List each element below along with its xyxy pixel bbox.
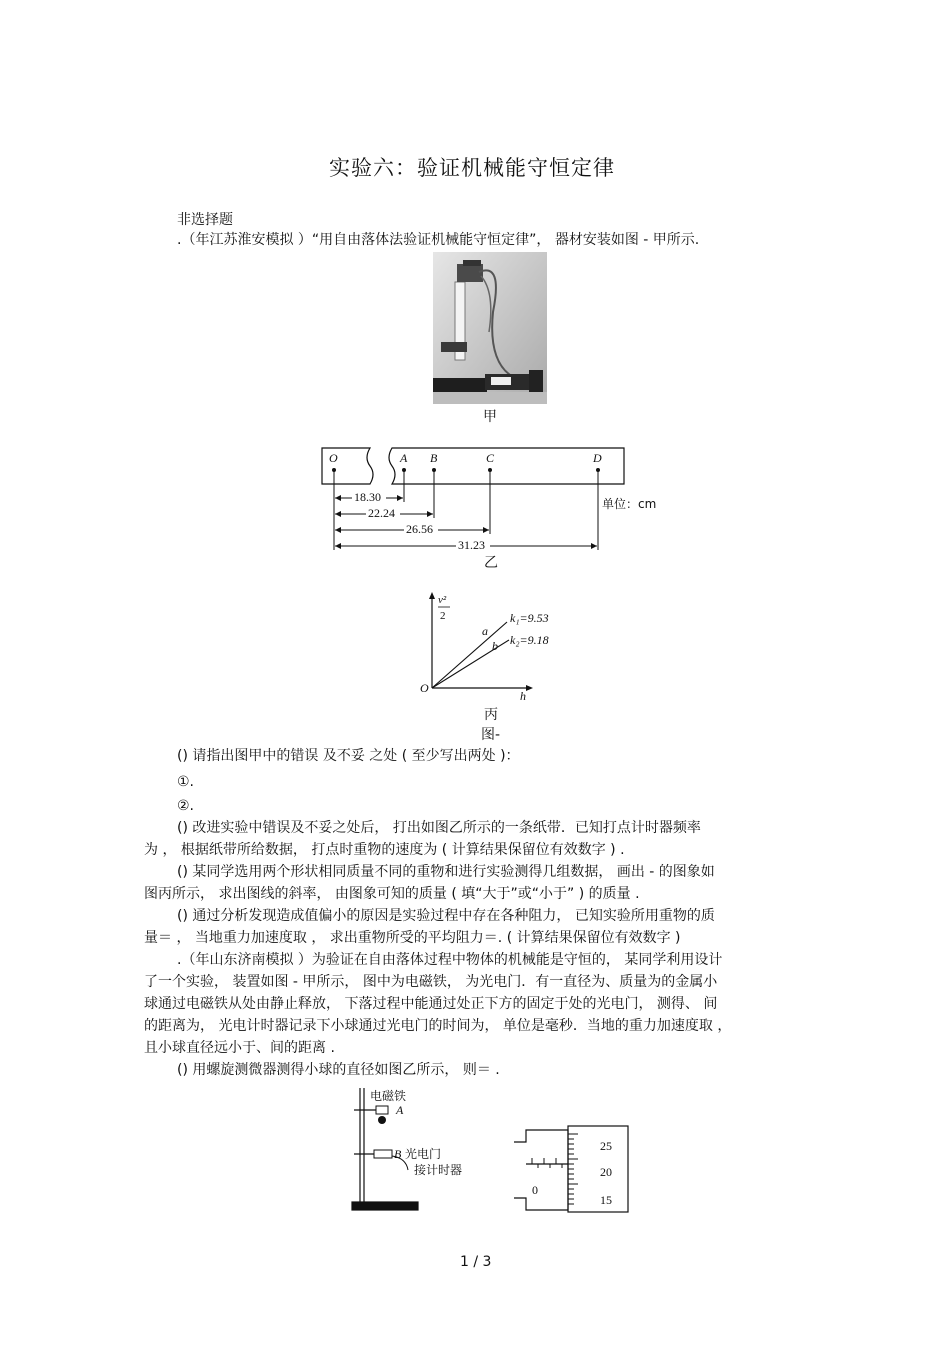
apparatus-photo bbox=[433, 252, 547, 404]
graph-y-label-bottom: 2 bbox=[440, 610, 446, 622]
q1-answer-1: ①. bbox=[177, 774, 195, 790]
graph-y-label-top: v² bbox=[438, 594, 447, 606]
distance-OD: 31.23 bbox=[458, 538, 485, 552]
q1-answer-2: ②. bbox=[177, 798, 195, 814]
photogate-apparatus-diagram bbox=[348, 1084, 478, 1216]
graph-k2-label: k₂=9.18 bbox=[510, 633, 549, 647]
q2-intro-line2: 了一个实验， 装置如图 - 甲所示， 图中为电磁铁， 为光电门．有一直径为、质量为的金属小 bbox=[144, 974, 718, 990]
graph-k1-label: k₁=9.53 bbox=[510, 611, 549, 625]
section-heading: 非选择题 bbox=[177, 212, 233, 228]
tape-unit: 单位：cm bbox=[602, 497, 657, 511]
point-b-label: B bbox=[394, 1147, 402, 1161]
micrometer-figure bbox=[512, 1124, 632, 1216]
photogate-label: 光电门 bbox=[405, 1147, 442, 1161]
graph-origin: O bbox=[420, 681, 429, 695]
tape-point-D: D bbox=[593, 451, 602, 465]
tape-point-A: A bbox=[400, 451, 408, 465]
q2-intro-line3: 球通过电磁铁从处由静止释放， 下落过程中能通过处正下方的固定于处的光电门， 测得、 间 bbox=[144, 996, 718, 1012]
distance-OC: 26.56 bbox=[406, 522, 433, 536]
question-1-intro: .（年江苏淮安模拟 ）“用自由落体法验证机械能守恒定律”， 器材安装如图 - 甲所示. bbox=[177, 232, 700, 248]
point-a-label: A bbox=[396, 1103, 404, 1117]
q1-part4-line2: 量＝ ， 当地重力加速度取 ， 求出重物所受的平均阻力＝. ( 计算结果保留位有效数字 ) bbox=[144, 930, 681, 946]
q2-intro-line5: 且小球直径远小于、间的距离 . bbox=[144, 1040, 335, 1056]
distance-OA: 18.30 bbox=[354, 490, 381, 504]
q1-part2-line1: () 改进实验中错误及不妥之处后， 打出如图乙所示的一条纸带．已知打点计时器频率 bbox=[177, 820, 701, 836]
q1-part3-line1: () 某同学选用两个形状相同质量不同的重物和进行实验测得几组数据， 画出 - 的图象如 bbox=[177, 864, 715, 880]
micrometer-zero: 0 bbox=[532, 1183, 538, 1197]
tape-point-C: C bbox=[486, 451, 495, 465]
micrometer-tick-25: 25 bbox=[600, 1139, 612, 1153]
q1-part2-line2: 为 ， 根据纸带所给数据， 打点时重物的速度为 ( 计算结果保留位有效数字 ) . bbox=[144, 842, 625, 858]
q1-part4-line1: () 通过分析发现造成值偏小的原因是实验过程中存在各种阻力， 已知实验所用重物的质 bbox=[177, 908, 715, 924]
caption-figure: 图- bbox=[481, 727, 501, 743]
graph-line-a-label: a bbox=[482, 624, 488, 638]
micrometer-tick-20: 20 bbox=[600, 1165, 612, 1179]
caption-jia: 甲 bbox=[483, 409, 497, 425]
micrometer-tick-15: 15 bbox=[600, 1193, 612, 1207]
page-title: 实验六：验证机械能守恒定律 bbox=[329, 156, 615, 180]
graph-x-label: h bbox=[520, 689, 526, 702]
tape-point-O: O bbox=[329, 451, 338, 465]
tape-point-B: B bbox=[430, 451, 438, 465]
q2-part1: () 用螺旋测微器测得小球的直径如图乙所示， 则＝ . bbox=[177, 1062, 500, 1078]
q2-intro-line1: .（年山东济南模拟 ）为验证在自由落体过程中物体的机械能是守恒的， 某同学利用设计 bbox=[177, 952, 723, 968]
q1-part1: () 请指出图甲中的错误 及不妥 之处 ( 至少写出两处 )： bbox=[177, 748, 520, 764]
timer-label: 接计时器 bbox=[414, 1163, 463, 1177]
caption-bing: 丙 bbox=[484, 707, 498, 723]
q1-part3-line2: 图丙所示， 求出图线的斜率， 由图象可知的质量 ( 填“大于”或“小于” ) 的质量 . bbox=[144, 886, 640, 902]
magnet-label: 电磁铁 bbox=[370, 1089, 407, 1103]
distance-OB: 22.24 bbox=[368, 506, 395, 520]
paper-tape-figure bbox=[318, 444, 668, 556]
q2-intro-line4: 的距离为， 光电计时器记录下小球通过光电门的时间为， 单位是毫秒．当地的重力加速度取 ， bbox=[144, 1018, 732, 1034]
page-number: 1 / 3 bbox=[460, 1254, 492, 1270]
energy-graph bbox=[412, 590, 572, 702]
graph-line-b-label: b bbox=[492, 639, 498, 653]
caption-yi: 乙 bbox=[484, 555, 498, 571]
